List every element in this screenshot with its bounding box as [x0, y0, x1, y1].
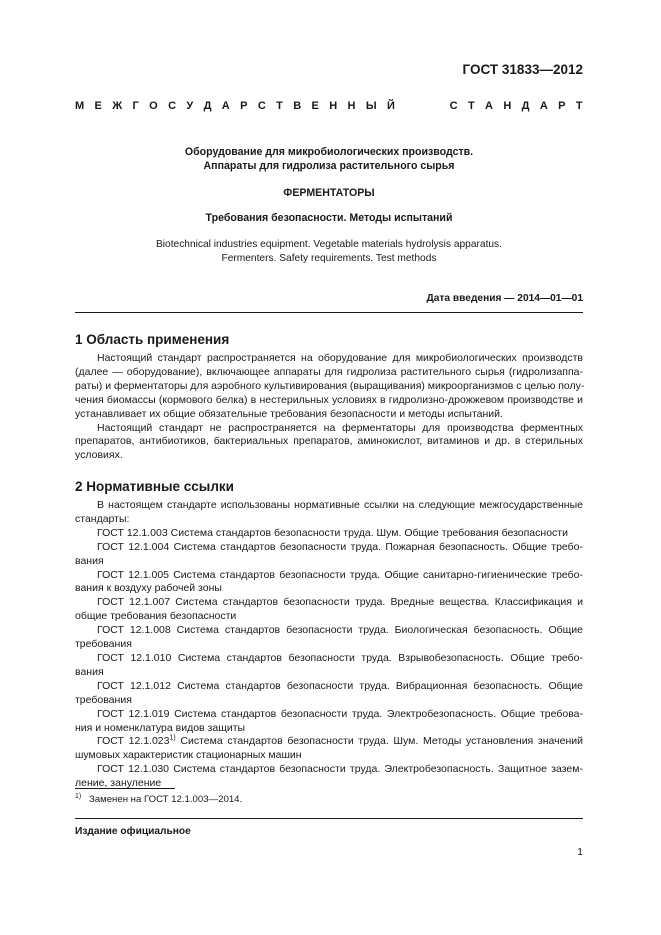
section-2-body [75, 499, 583, 791]
title-line-2: Аппараты для гидролиза растительного сырья [203, 160, 455, 172]
introduction-date: Дата введения — 2014—01—01 [426, 293, 583, 304]
footer-divider [75, 818, 583, 819]
banner-letter: А [485, 100, 493, 112]
banner-letter: Н [347, 100, 356, 112]
text-line: устанавливает их общие обязательные требования безопасности и методы испытаний. [75, 407, 503, 420]
reference-gost-12-1-023 [75, 735, 583, 749]
banner-letter: Т [467, 100, 475, 112]
page-number: 1 [577, 846, 583, 858]
footnote-marker: 1) [169, 734, 176, 742]
reference-gost-12-1-012: ГОСТ 12.1.012 Система стандартов безопасности труда. Вибрационная безопасность. Общие [97, 679, 583, 692]
text-line: ление, зануление [75, 777, 162, 790]
title-block [75, 145, 583, 173]
section-1-body [75, 352, 583, 463]
banner-letter: Г [132, 100, 139, 112]
reference-gost-12-1-008: ГОСТ 12.1.008 Система стандартов безопасности труда. Биологическая безопасность. Общие [97, 624, 583, 637]
section-2-heading: 2 Нормативные ссылки [75, 479, 234, 494]
text-line: общие требования безопасности [75, 610, 237, 623]
reference-gost-12-1-010: ГОСТ 12.1.010 Система стандартов безопасности труда. Взрывобезопасность. Общие требо- [97, 651, 583, 664]
interstate-standard-banner [75, 100, 583, 112]
banner-letter: Д [521, 100, 530, 112]
section-1-heading: 1 Область применения [75, 332, 230, 347]
banner-letter: Р [558, 100, 566, 112]
banner-letter: С [449, 100, 458, 112]
banner-letter: Ы [365, 100, 377, 112]
banner-letter: Ж [112, 100, 123, 112]
text-line: (далее — оборудование), включающее аппараты для гидролиза растительного сырья (гидролизаппа- [75, 365, 583, 378]
reference-gost-12-1-019: ГОСТ 12.1.019 Система стандартов безопасности труда. Электробезопасность. Общие требова- [97, 707, 583, 720]
banner-letter: С [168, 100, 177, 112]
text-line: условиях. [75, 449, 123, 462]
text-line: Настоящий стандарт распространяется на оборудование для микробиологических производств [97, 352, 583, 364]
text-line: ния и номенклатура видов защиты [75, 721, 246, 734]
document-number: ГОСТ 31833—2012 [462, 62, 583, 77]
footnote-text: Заменен на ГОСТ 12.1.003—2014. [89, 794, 243, 805]
banner-letter: Р [240, 100, 248, 112]
footnote-divider [75, 788, 175, 789]
banner-letter: Е [311, 100, 319, 112]
banner-letter: Н [503, 100, 512, 112]
banner-letter: М [75, 100, 85, 112]
text-line: требования [75, 638, 132, 651]
reference-gost-12-1-007: ГОСТ 12.1.007 Система стандартов безопасности труда. Вредные вещества. Классификация и [97, 596, 583, 609]
text-line: стандарты: [75, 512, 130, 525]
reference-code: ГОСТ 12.1.023 [97, 735, 170, 748]
english-title-line-1: Biotechnical industries equipment. Vegetable materials hydrolysis apparatus. [155, 239, 502, 250]
subtitle: Требования безопасности. Методы испытаний [205, 212, 453, 224]
banner-letter: А [221, 100, 230, 112]
reference-gost-12-1-003: ГОСТ 12.1.003 Система стандартов безопасности труда. Шум. Общие требования безопасности [97, 526, 568, 539]
banner-letter: О [149, 100, 158, 112]
text-line: В настоящем стандарте использованы нормативные ссылки на следующие межгосударственные [97, 499, 583, 511]
reference-gost-12-1-004: ГОСТ 12.1.004 Система стандартов безопасности труда. Пожарная безопасность. Общие требо- [97, 540, 583, 553]
banner-letter: С [257, 100, 266, 112]
reference-gost-12-1-030: ГОСТ 12.1.030 Система стандартов безопасности труда. Электробезопасность. Защитное зазем- [97, 763, 583, 776]
text-line: чения биомассы (кормового белка) в нестерильных условиях в гидролизно-дрожжевом производстве и [75, 393, 583, 406]
text-line: вания [75, 665, 104, 678]
footnote: $^{1)}$ Заменен на ГОСТ 12.1.003—2014. [75, 792, 243, 805]
text-line: шумовых характеристик стационарных машин [75, 749, 302, 762]
title-line-1: Оборудование для микробиологических производств. [184, 146, 474, 158]
text-line: Настоящий стандарт не распространяется на ферментаторы для производства ферментных [97, 421, 583, 434]
reference-gost-12-1-005: ГОСТ 12.1.005 Система стандартов безопасности труда. Общие санитарно-гигиенические требо- [97, 568, 583, 581]
banner-letter: Т [276, 100, 283, 112]
reference-title: Система стандартов безопасности труда. Шум. Методы установления значений [175, 735, 583, 748]
text-line: раты) и ферментаторы для аэробного культивирования (выращивания) микроорганизмов с целью полу- [75, 379, 585, 392]
english-title-line-2: Fermenters. Safety requirements. Test methods [221, 253, 437, 264]
official-edition-label: Издание официальное [75, 826, 191, 837]
banner-letter: Т [575, 100, 583, 112]
text-line: требования [75, 693, 132, 706]
text-line: препаратов, антибиотиков, бактериальных препаратов, аминокислот, витаминов и др. в стерильных [75, 435, 583, 448]
banner-letter: У [186, 100, 194, 112]
banner-letter: Й [387, 100, 395, 112]
main-title: ФЕРМЕНТАТОРЫ [283, 187, 375, 199]
banner-letter: В [293, 100, 302, 112]
banner-letter: Д [203, 100, 212, 112]
banner-gap [405, 100, 439, 112]
header-divider [75, 312, 583, 313]
banner-letter: А [539, 100, 548, 112]
text-line: вания к воздуху рабочей зоны [75, 582, 222, 595]
text-line: вания [75, 554, 104, 567]
english-title [75, 238, 583, 266]
banner-letter: Е [94, 100, 102, 112]
banner-letter: Н [329, 100, 338, 112]
